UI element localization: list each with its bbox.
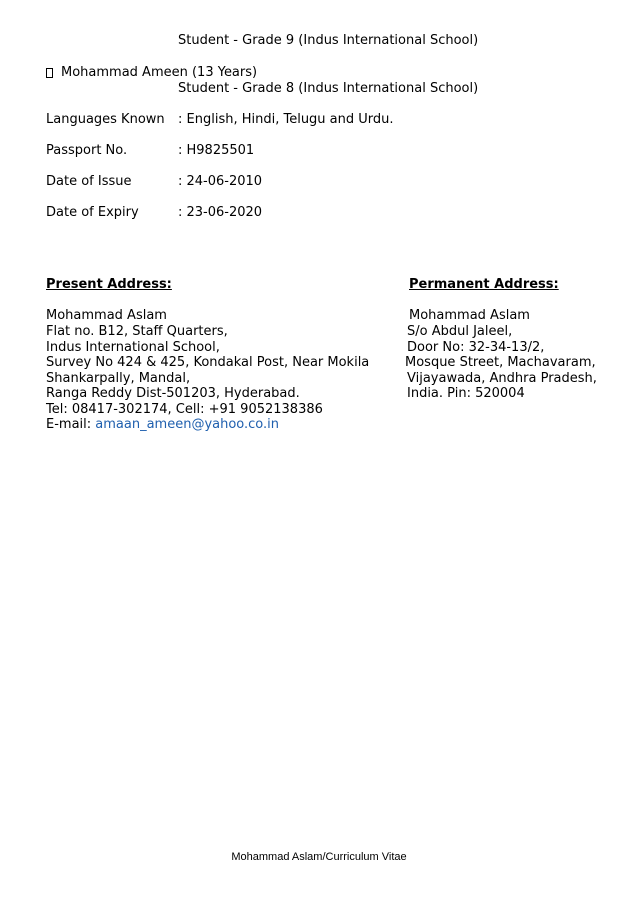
permanent-address-line: Vijayawada, Andhra Pradesh,	[407, 371, 597, 386]
permanent-address-line: India. Pin: 520004	[407, 386, 525, 401]
present-address-phone: Tel: 08417-302174, Cell: +91 9052138386	[46, 402, 323, 417]
issue-date-value: : 24-06-2010	[178, 174, 263, 189]
permanent-address-line: Door No: 32-34-13/2,	[407, 340, 545, 355]
present-address-line: Flat no. B12, Staff Quarters,	[46, 324, 228, 339]
child2-name: Mohammad Ameen (13 Years)	[61, 65, 258, 80]
email-link[interactable]: amaan_ameen@yahoo.co.in	[95, 417, 280, 432]
present-address-line: Survey No 424 & 425, Kondakal Post, Near Mokila	[46, 355, 370, 370]
present-address-heading: Present Address:	[46, 277, 172, 292]
permanent-address-heading: Permanent Address:	[409, 277, 559, 292]
present-address-line: Indus International School,	[46, 340, 220, 355]
issue-date-label: Date of Issue	[46, 174, 132, 189]
present-address-line: Ranga Reddy Dist-501203, Hyderabad.	[46, 386, 300, 401]
email-label: E-mail:	[46, 417, 96, 432]
permanent-address-line: Mohammad Aslam	[409, 308, 530, 323]
present-address-line: Shankarpally, Mandal,	[46, 371, 191, 386]
permanent-address-line: S/o Abdul Jaleel,	[407, 324, 513, 339]
present-address-line: Mohammad Aslam	[46, 308, 167, 323]
expiry-date-value: : 23-06-2020	[178, 205, 263, 220]
page-footer: Mohammad Aslam/Curriculum Vitae	[231, 851, 407, 863]
expiry-date-label: Date of Expiry	[46, 205, 139, 220]
languages-value: : English, Hindi, Telugu and Urdu.	[178, 112, 394, 127]
bullet-icon	[46, 68, 53, 78]
passport-label: Passport No.	[46, 143, 128, 158]
passport-value: : H9825501	[178, 143, 255, 158]
child2-school: Student - Grade 8 (Indus International School)	[178, 81, 479, 96]
email-line	[46, 417, 279, 433]
child1-school: Student - Grade 9 (Indus International School)	[178, 33, 479, 48]
languages-label: Languages Known	[46, 112, 165, 127]
permanent-address-line: Mosque Street, Machavaram,	[405, 355, 596, 370]
